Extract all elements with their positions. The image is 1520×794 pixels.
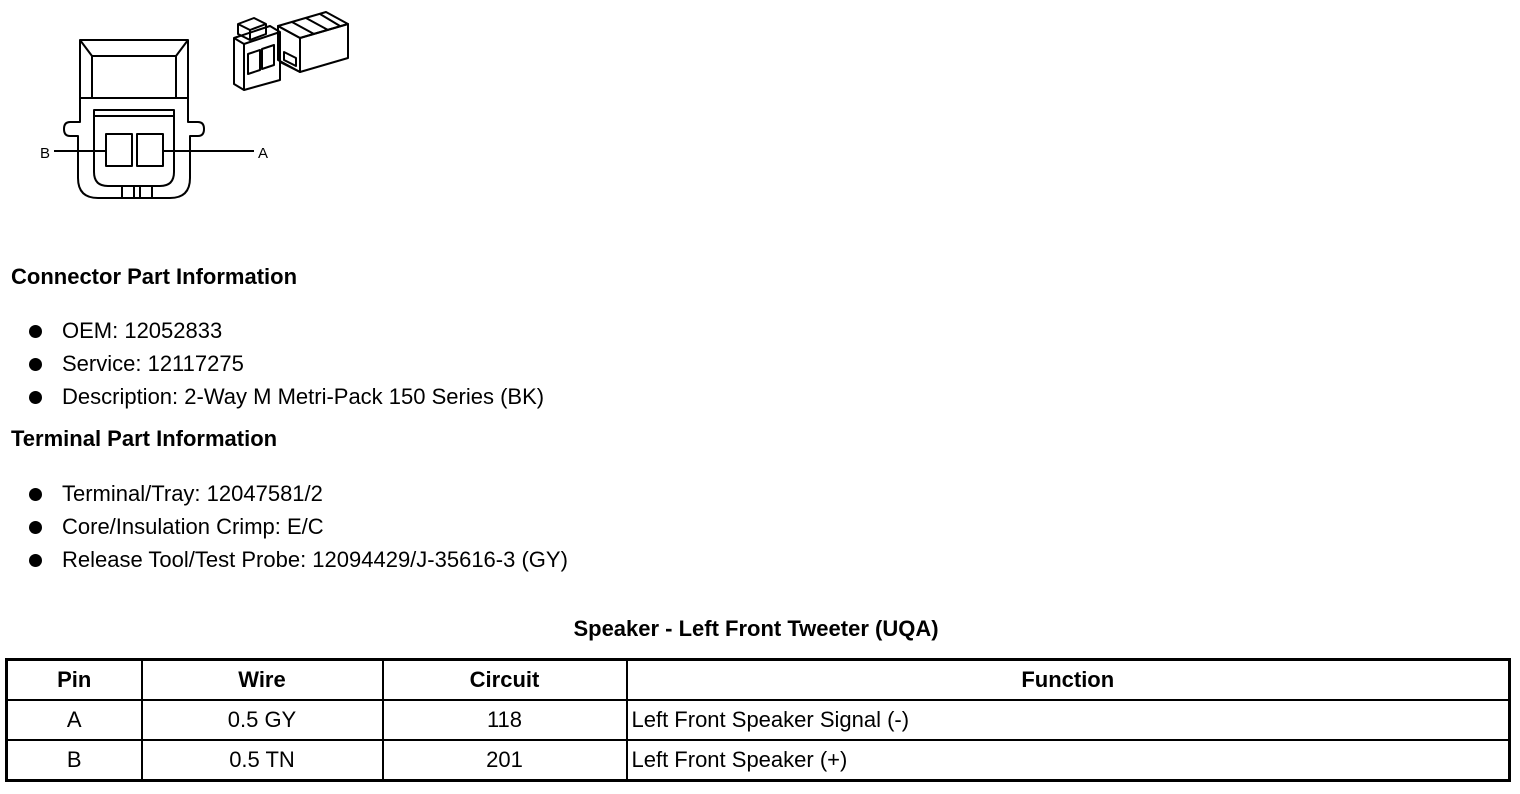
cell-function: Left Front Speaker Signal (-) [627, 700, 1510, 740]
pin-table-title: Speaker - Left Front Tweeter (UQA) [573, 616, 939, 641]
pin-a-label: A [258, 145, 269, 162]
terminal-part-info-heading: Terminal Part Information [11, 426, 278, 451]
release-tool-test-probe: Release Tool/Test Probe: 12094429/J-35616-3 (GY) [62, 547, 568, 572]
cell-pin: B [7, 740, 142, 781]
core-insulation-crimp: Core/Insulation Crimp: E/C [62, 514, 324, 539]
cell-wire: 0.5 TN [142, 740, 383, 781]
cell-wire: 0.5 GY [142, 700, 383, 740]
table-row [7, 700, 1510, 740]
table-row [7, 740, 1510, 781]
connector-isometric-illustration [222, 8, 356, 92]
header-function: Function [627, 660, 1510, 701]
service-part-number: Service: 12117275 [62, 351, 244, 376]
bullet-icon [29, 488, 42, 501]
bullet-icon [29, 554, 42, 567]
bullet-icon [29, 391, 42, 404]
cell-pin: A [7, 700, 142, 740]
cell-circuit: 201 [383, 740, 627, 781]
terminal-tray: Terminal/Tray: 12047581/2 [62, 481, 323, 506]
bullet-icon [29, 325, 42, 338]
pin-b-label: B [40, 145, 51, 162]
pin-table [5, 658, 1511, 782]
header-pin: Pin [7, 660, 142, 701]
connector-part-info-heading: Connector Part Information [11, 264, 298, 289]
header-circuit: Circuit [383, 660, 627, 701]
table-header-row [7, 660, 1510, 701]
connector-description: Description: 2-Way M Metri-Pack 150 Series (BK) [62, 384, 545, 409]
bullet-icon [29, 358, 42, 371]
oem-part-number: OEM: 12052833 [62, 318, 223, 343]
bullet-icon [29, 521, 42, 534]
cell-function: Left Front Speaker (+) [627, 740, 1510, 781]
header-wire: Wire [142, 660, 383, 701]
cell-circuit: 118 [383, 700, 627, 740]
